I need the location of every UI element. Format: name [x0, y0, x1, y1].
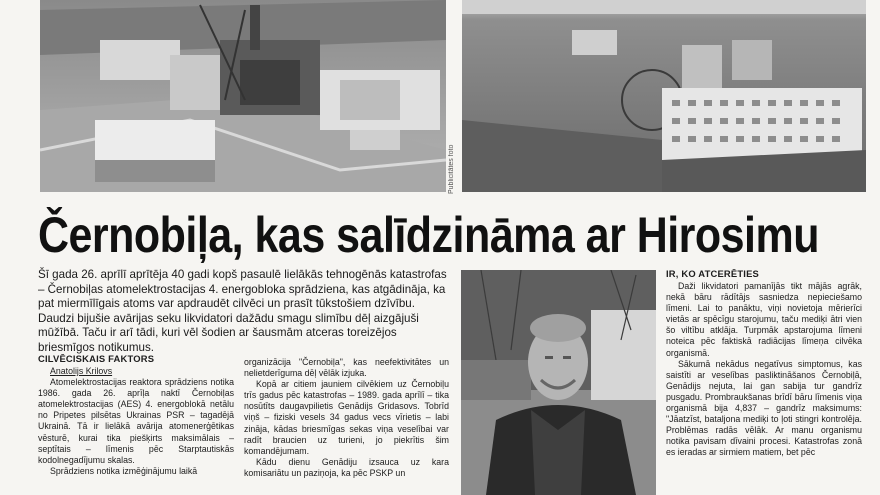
author-name: Anatolijs Krilovs [50, 366, 113, 376]
body-paragraph: Daži likvidatori pamanījās tikt mājās agrāk, nekā bāru rādītājs sasniedza nepieciešamo līmeni. Lai to panāktu, viņi novietoja mērierīci vietās ar spēcīgu starojumu, taču mediķi ātri vien šo viltību atklāja. Turpmāk apstarojuma līmeni noteica pēc faktiskā radiācijas līmeņa cilvēka organismā. [666, 281, 862, 358]
body-paragraph: Sprādziens notika izmēģinājumu laikā [50, 465, 198, 476]
lead-paragraph: Šī gada 26. aprīlī aprītēja 40 gadi kopš pasaulē lielākās tehnogēnās katastrofas – Černobiļas atomelektrostacijas 4. energobloka sprādziena, kas atgādināja, ka pat miermīlīgais atoms var apdraudēt cilvēci un prasīt tūkstošiem dzīvību. Daudzi bijušie avārijas seku likvidatori dažādu smagu slimību dēļ aizgājuši mūžībā. Taču ir arī tādi, kuri vēl šodien ar šausmām atceras toreizējos briesmīgos notikumus. [38, 268, 447, 354]
body-paragraph: Sākumā nekādus negatīvus simptomus, kas saistīti ar veselības pasliktināšanos Černobiļā, Genādijs nejuta, lai gan sabija tur gandrīz pusgadu. Prombraukšanas brīdī bāru līmenis viņa organismā bija 4,837 – gandrīz maksimums: "Jāatzīst, bataljona mediķi to ļoti stingri kontrolēja. Problēmas radās vēlāk. Ar manu organismu notika pavisam dīvaini procesi. Katastrofas zonā es ieradas ar sirmiem matiem, bet pēc [666, 358, 862, 458]
chernobyl-plant-photo [40, 0, 446, 192]
photo-credit: Publicitātes foto [448, 144, 455, 194]
headline: Černobiļa, kas salīdzināma ar Hirosimu [38, 207, 819, 263]
man-portrait-photo [461, 270, 656, 495]
body-paragraph: Kādu dienu Genādiju izsauca uz kara komisariātu un paziņoja, ka pēc PSKP un [244, 456, 449, 478]
article-column-4 [666, 268, 862, 459]
body-paragraph: Kopā ar citiem jauniem cilvēkiem uz Černobiļu trīs gadus pēc katastrofas – 1989. gada aprīlī – tika nosūtīts daugavpilietis Genādijs Gridasovs. Tobrīd viņš – fiziski vesels 34 gadus vecs vīrietis – labi zināja, kādas briesmīgas sekas viņa veselībai var radīt braucien uz turieni, jo piekrītis šim komandējumam. [244, 379, 449, 456]
pripyat-city-photo [462, 0, 866, 192]
section-heading: IR, KO ATCERĒTIES [666, 268, 759, 279]
article-column-1 [38, 353, 234, 477]
body-paragraph: Atomelektrostacijas reaktora sprādziens notika 1986. gada 26. aprīļa naktī Černobiļas atomelektrostacijas (AES) 4. energoblokā netālu no Pripetes pilsētas Ukrainas PSR – tagadējā Ukrainā. Tā ir lielākā avārija atomenerģētikas vēsturē, kurai tika piešķirts maksimālais – septītais – līmenis pēc Starptautiskās kodolnegadījumu skalas. [38, 377, 234, 465]
body-paragraph: organizācija "Černobiļa", kas neefektivitātes un nelietderīguma dēļ vēlāk izjuka. [244, 357, 449, 379]
section-heading: CILVĒCISKAIS FAKTORS [38, 353, 155, 364]
article-column-2 [244, 357, 449, 479]
